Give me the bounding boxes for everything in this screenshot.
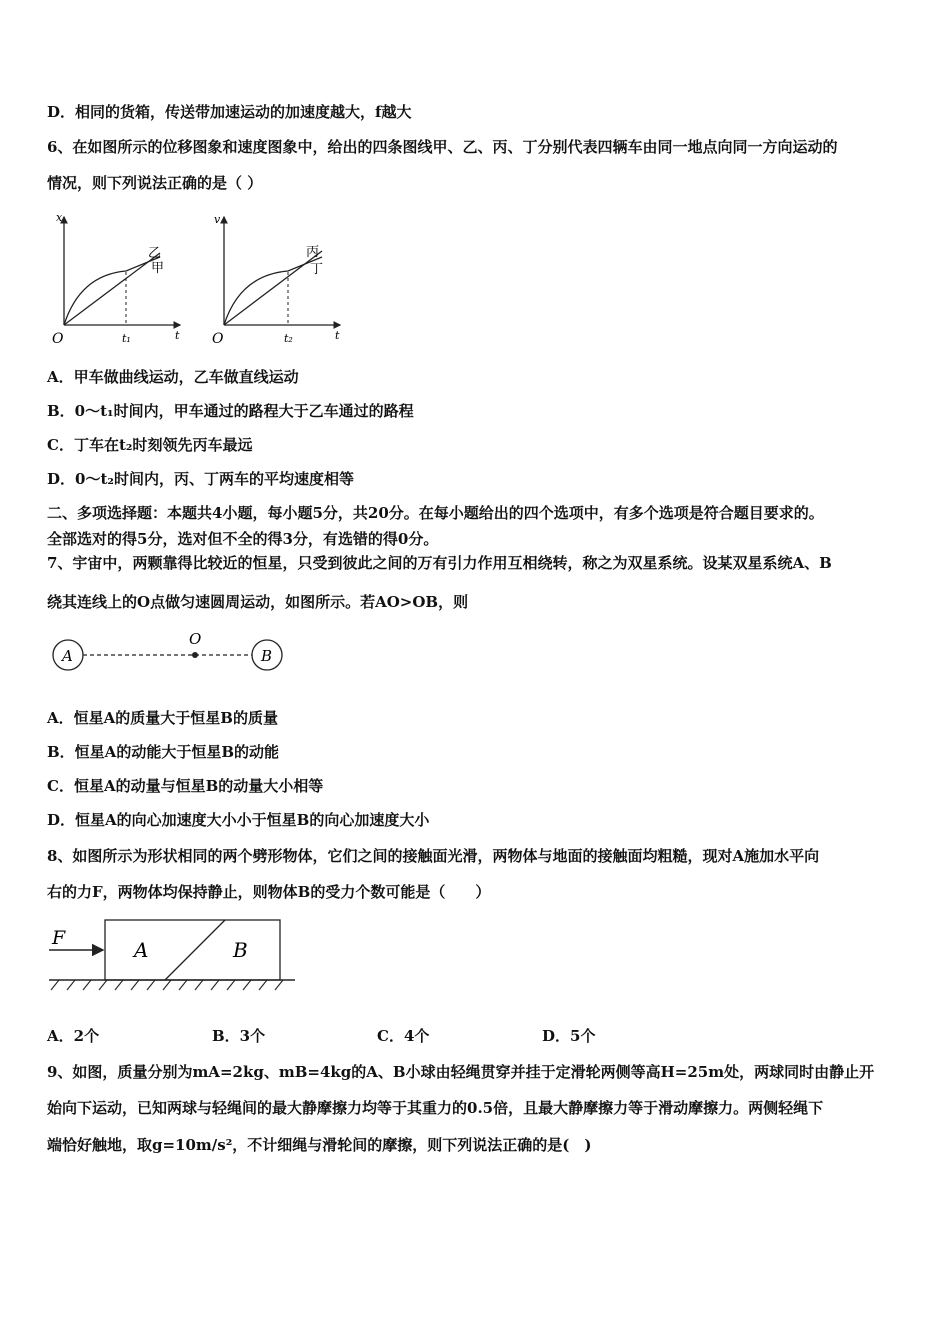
q6-stem-line2: 情况，则下列说法正确的是（ ） bbox=[47, 174, 263, 192]
q6-graph1-y-label: x bbox=[56, 211, 63, 224]
q9-stem-line2: 始向下运动，已知两球与轻绳间的最大静摩擦力均等于其重力的0.5倍，且最大静摩擦力等于滑动摩擦力。两侧轻绳下 bbox=[47, 1099, 824, 1117]
q8-contact-surface bbox=[165, 920, 225, 980]
q6-displacement-graph bbox=[40, 205, 190, 350]
q8-ground-hatching bbox=[51, 980, 283, 990]
q6-graph2-y-label: v bbox=[214, 213, 221, 226]
q7-option-b: B．恒星A的动能大于恒星B的动能 bbox=[47, 743, 279, 761]
q8-stem-line1: 8、如图所示为形状相同的两个劈形物体，它们之间的接触面光滑，两物体与地面的接触面均粗糙，现对A施加水平向 bbox=[47, 847, 820, 865]
q7-center-label: O bbox=[189, 630, 202, 648]
q7-option-a: A．恒星A的质量大于恒星B的质量 bbox=[47, 709, 278, 727]
q8-wedge-figure bbox=[45, 912, 305, 997]
q7-option-d: D．恒星A的向心加速度大小小于恒星B的向心加速度大小 bbox=[47, 811, 430, 829]
q6-graph1-x-label: t bbox=[175, 329, 180, 342]
q8-blocks-outline bbox=[105, 920, 280, 980]
q6-graph1-origin: O bbox=[52, 331, 64, 347]
q8-block-a-label: A bbox=[134, 938, 149, 962]
q6-option-c: C．丁车在t₂时刻领先丙车最远 bbox=[47, 436, 253, 454]
q8-option-a: A．2个 bbox=[47, 1027, 100, 1045]
q6-option-a: A．甲车做曲线运动，乙车做直线运动 bbox=[47, 368, 299, 386]
q8-stem-line2: 右的力F，两物体均保持静止，则物体B的受力个数可能是（ ） bbox=[47, 883, 491, 901]
q6-stem-line1: 6、在如图所示的位移图象和速度图象中，给出的四条图线甲、乙、丙、丁分别代表四辆车由同一地点向同一方向运动的 bbox=[47, 138, 838, 156]
section2-instructions-line1: 二、多项选择题：本题共4小题，每小题5分，共20分。在每小题给出的四个选项中，有多个选项是符合题目要求的。 bbox=[47, 504, 824, 522]
q9-stem-line1: 9、如图，质量分别为mA=2kg、mB=4kg的A、B小球由轻绳贯穿并挂于定滑轮两侧等高H=25m处，两球同时由静止开 bbox=[47, 1063, 875, 1081]
q7-star-a-label: A bbox=[62, 647, 73, 665]
q6-velocity-graph bbox=[200, 205, 350, 350]
q6-graph2-label-bing: 丙 bbox=[306, 245, 320, 260]
q6-graph1-label-yi: 乙 bbox=[148, 246, 162, 261]
q6-graph2-line bbox=[224, 251, 322, 325]
section2-instructions-line2: 全部选对的得5分，选对但不全的得3分，有选错的得0分。 bbox=[47, 530, 439, 548]
q6-graph1-line bbox=[64, 253, 160, 325]
q6-graph2-x-label: t bbox=[335, 329, 340, 342]
q6-graph2-label-ding: 丁 bbox=[310, 262, 324, 277]
q6-option-b: B．0～t₁时间内，甲车通过的路程大于乙车通过的路程 bbox=[47, 402, 414, 420]
q7-stem-line1: 7、宇宙中，两颗靠得比较近的恒星，只受到彼此之间的万有引力作用互相绕转，称之为双星系统。设某双星系统A、B bbox=[47, 554, 832, 572]
q6-graph2-tick: t₂ bbox=[284, 332, 293, 345]
q6-option-d: D．0～t₂时间内，丙、丁两车的平均速度相等 bbox=[47, 470, 354, 488]
q8-force-label: F bbox=[52, 927, 66, 949]
q8-options-row bbox=[47, 1025, 847, 1047]
q6-graph2-curve bbox=[224, 257, 322, 325]
q9-stem-line3: 端恰好触地，取g=10m/s²，不计细绳与滑轮间的摩擦，则下列说法正确的是( ) bbox=[47, 1136, 592, 1154]
q8-block-b-label: B bbox=[233, 938, 248, 962]
q7-option-c: C．恒星A的动量与恒星B的动量大小相等 bbox=[47, 777, 324, 795]
q8-option-b: B．3个 bbox=[212, 1027, 266, 1045]
q8-option-c: C．4个 bbox=[377, 1027, 430, 1045]
q5-option-d: D．相同的货箱，传送带加速运动的加速度越大，f越大 bbox=[47, 103, 412, 121]
q7-binary-star-figure bbox=[45, 625, 305, 685]
q8-option-d: D．5个 bbox=[542, 1027, 596, 1045]
q7-center-point bbox=[192, 652, 198, 658]
q6-graph2-origin: O bbox=[212, 331, 224, 347]
q7-stem-line2: 绕其连线上的O点做匀速圆周运动，如图所示。若AO>OB，则 bbox=[47, 593, 469, 611]
q7-star-b-label: B bbox=[261, 647, 273, 665]
q6-graph1-tick: t₁ bbox=[122, 332, 131, 345]
q6-graph1-label-jia: 甲 bbox=[151, 261, 165, 276]
